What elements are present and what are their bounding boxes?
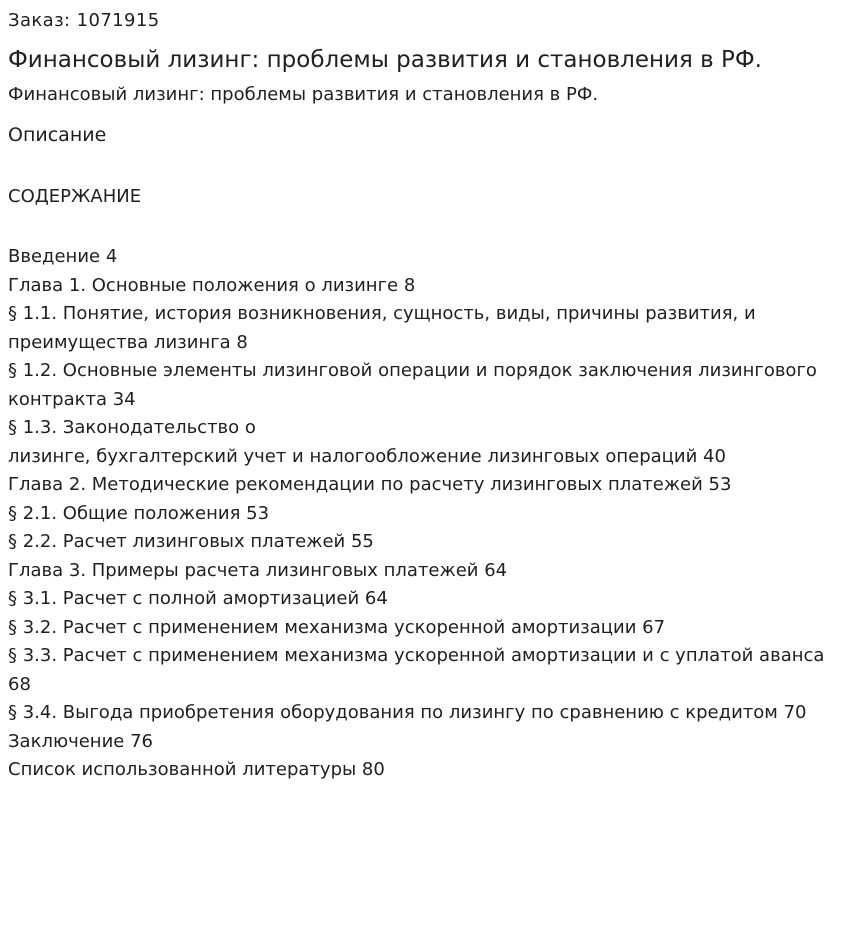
toc-item: лизинге, бухгалтерский учет и налогообложение лизинговых операций 40 (8, 445, 726, 467)
toc-item: § 3.4. Выгода приобретения оборудования по лизингу по сравнению с кредитом 70 (8, 702, 807, 723)
toc-item: Заключение 76 (8, 730, 153, 752)
page-subtitle: Финансовый лизинг: проблемы развития и становления в РФ. (8, 84, 599, 105)
toc-item: § 1.1. Понятие, история возникновения, сущность, виды, причины развития, и преимущества лизинга 8 (8, 303, 756, 353)
toc-item: § 2.2. Расчет лизинговых платежей 55 (8, 531, 374, 552)
toc-item: Список использованной литературы 80 (8, 759, 385, 780)
description-heading: Описание (8, 124, 107, 146)
page-title: Финансовый лизинг: проблемы развития и становления в РФ. (8, 47, 762, 73)
toc-item: Глава 1. Основные положения о лизинге 8 (8, 274, 416, 296)
toc-item: § 1.2. Основные элементы лизинговой операции и порядок заключения лизингового контракта 34 (8, 360, 817, 410)
order-number: Заказ: 1071915 (8, 10, 160, 31)
toc-item: § 3.1. Расчет с полной амортизацией 64 (8, 588, 388, 609)
toc-item: § 3.2. Расчет с применением механизма ускоренной амортизации 67 (8, 616, 666, 638)
toc-item: Глава 2. Методические рекомендации по расчету лизинговых платежей 53 (8, 474, 732, 495)
toc-item: § 2.1. Общие положения 53 (8, 502, 270, 524)
toc-item: § 1.3. Законодательство о (8, 417, 256, 438)
table-of-contents (8, 243, 828, 785)
toc-item: § 3.3. Расчет с применением механизма ускоренной амортизации и с уплатой аванса 68 (8, 645, 825, 695)
toc-item: Глава 3. Примеры расчета лизинговых платежей 64 (8, 559, 508, 581)
contents-heading: СОДЕРЖАНИЕ (8, 186, 142, 207)
toc-item: Введение 4 (8, 246, 118, 267)
